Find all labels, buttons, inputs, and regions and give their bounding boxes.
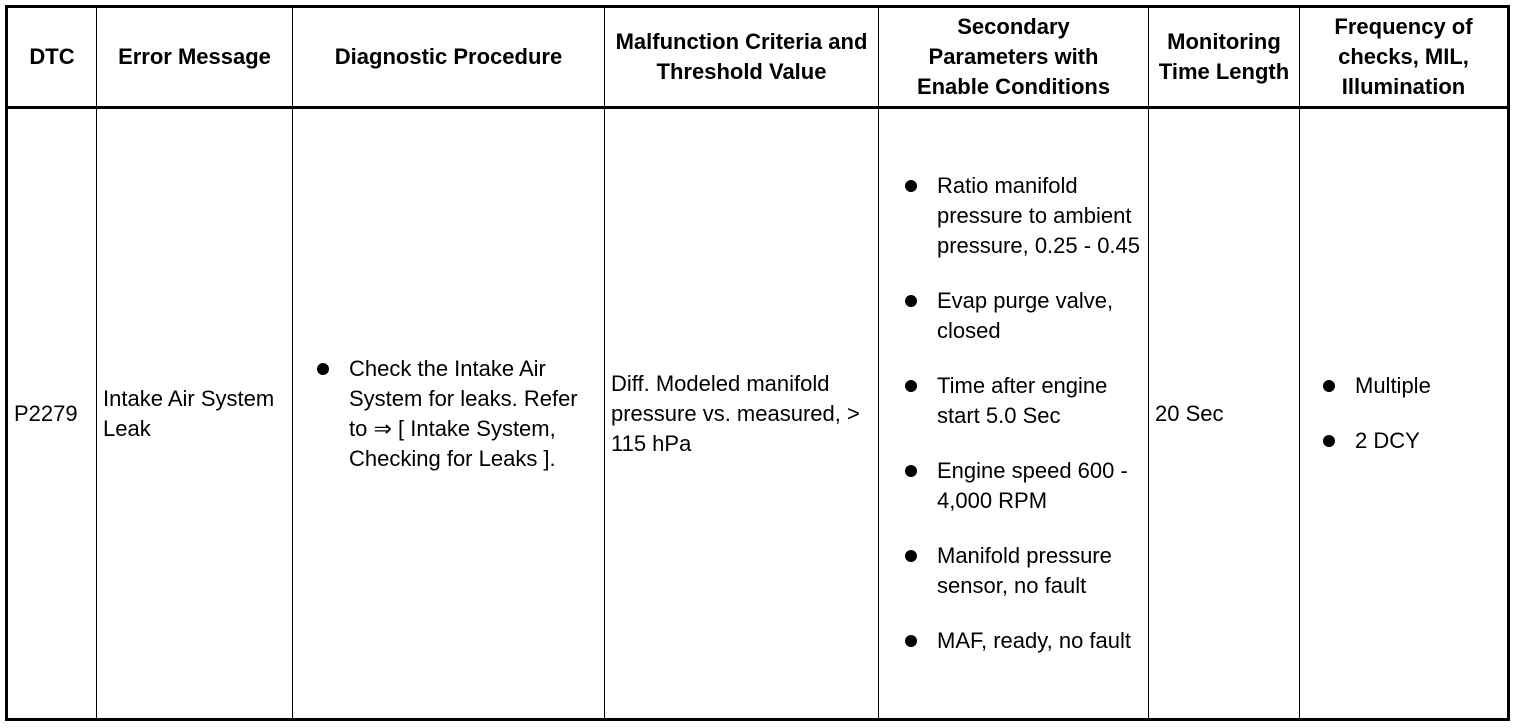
bullet-icon xyxy=(905,465,917,477)
error-message: Intake Air System Leak xyxy=(97,108,293,720)
header-monitoring-time: Monitoring Time Length xyxy=(1149,7,1300,108)
header-frequency: Frequency of checks, MIL, Illumination xyxy=(1300,7,1509,108)
secondary-parameters-cell xyxy=(879,108,1149,720)
list-item xyxy=(887,171,1140,261)
bullet-icon xyxy=(1323,435,1335,447)
bullet-icon xyxy=(905,295,917,307)
header-malfunction-criteria: Malfunction Criteria and Threshold Value xyxy=(605,7,879,108)
bullet-icon xyxy=(317,363,329,375)
diagnostic-procedure-cell xyxy=(293,108,605,720)
header-diagnostic-procedure: Diagnostic Procedure xyxy=(293,7,605,108)
dtc-code: P2279 xyxy=(7,108,97,720)
bullet-icon xyxy=(905,550,917,562)
secondary-parameter-text: Evap purge valve, closed xyxy=(937,288,1114,343)
list-item xyxy=(887,456,1140,516)
bullet-icon xyxy=(905,380,917,392)
secondary-parameter-text: Engine speed 600 - 4,000 RPM xyxy=(937,458,1128,513)
secondary-parameters-list xyxy=(887,171,1140,656)
header-row xyxy=(7,7,1509,108)
diagnostic-procedure-text: Check the Intake Air System for leaks. Refer to ⇒ [ Intake System, Checking for Leaks ]. xyxy=(349,355,578,471)
secondary-parameter-text: MAF, ready, no fault xyxy=(937,628,1132,653)
dtc-table xyxy=(5,5,1510,721)
frequency-text: Multiple xyxy=(1355,373,1431,398)
table-row xyxy=(7,108,1509,720)
frequency-list xyxy=(1306,371,1501,456)
header-secondary-parameters: Secondary Parameters with Enable Conditions xyxy=(879,7,1149,108)
list-item xyxy=(887,626,1140,656)
list-item xyxy=(887,371,1140,431)
list-item xyxy=(887,286,1140,346)
diagnostic-procedure-list xyxy=(303,354,596,474)
list-item xyxy=(887,541,1140,601)
bullet-icon xyxy=(905,180,917,192)
bullet-icon xyxy=(905,635,917,647)
bullet-icon xyxy=(1323,380,1335,392)
header-error-message: Error Message xyxy=(97,7,293,108)
list-item xyxy=(1306,426,1501,456)
malfunction-criteria: Diff. Modeled manifold pressure vs. measured, > 115 hPa xyxy=(605,108,879,720)
secondary-parameter-text: Ratio manifold pressure to ambient pressure, 0.25 - 0.45 xyxy=(937,173,1141,258)
header-dtc: DTC xyxy=(7,7,97,108)
list-item xyxy=(303,354,596,474)
secondary-parameter-text: Manifold pressure sensor, no fault xyxy=(937,543,1112,598)
frequency-text: 2 DCY xyxy=(1355,428,1420,453)
frequency-cell xyxy=(1300,108,1509,720)
monitoring-time: 20 Sec xyxy=(1149,108,1300,720)
list-item xyxy=(1306,371,1501,401)
secondary-parameter-text: Time after engine start 5.0 Sec xyxy=(937,373,1108,428)
